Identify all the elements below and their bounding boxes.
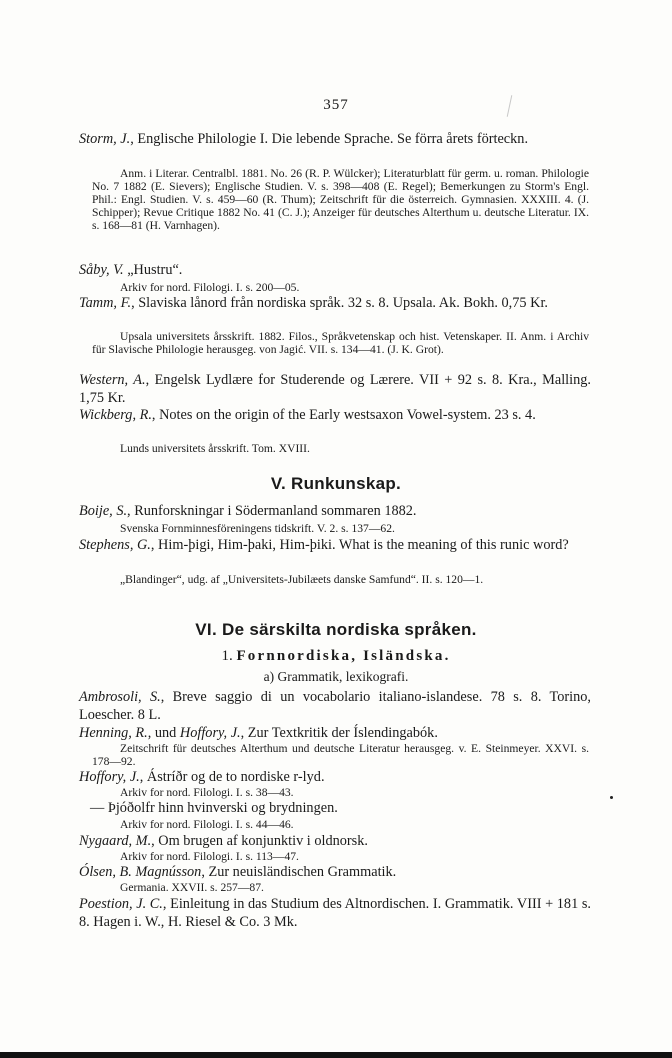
page-number: 357	[323, 97, 349, 113]
ink-speck	[610, 796, 613, 799]
note-hoffory-1: Arkiv for nord. Filologi. I. s. 38—43.	[120, 786, 294, 799]
note-stephens: „Blandinger“, udg. af „Universitets-Jubilæets danske Samfund“. II. s. 120—1.	[120, 573, 484, 586]
section-heading-vi: VI. De särskilta nordiska språken.	[195, 620, 477, 639]
note-nygaard: Arkiv for nord. Filologi. I. s. 113—47.	[120, 850, 299, 863]
entry-storm: Storm, J., Englische Philologie I. Die lebende Sprache. Se förra årets förteckn.	[79, 131, 529, 147]
entry-ambrosoli: Ambrosoli, S., Breve saggio di un vocabolario italiano-islandese. 78 s. 8. Torino, Loescher. 8 L.	[79, 689, 592, 723]
entry-poestion: Poestion, J. C., Einleitung in das Studium des Altnordischen. I. Grammatik. VIII + 181 s. 8. Hagen i. W., H. Riesel & Co. 3 Mk.	[79, 896, 591, 930]
note-tamm: Upsala universitets årsskrift. 1882. Filos., Språkvetenskap och hist. Vetenskaper. II. Anm. i Archiv für Slavische Philologie herausgeg. von Jagić. VII. s. 134—41. (J. K. Grot).	[92, 330, 589, 356]
entry-western: Western, A., Engelsk Lydlære for Studerende og Lærere. VII + 92 s. 8. Kra., Malling. 1,75 Kr.	[79, 372, 592, 406]
entry-nygaard: Nygaard, M., Om brugen af konjunktiv i oldnorsk.	[79, 833, 368, 849]
note-hoffory-2: Arkiv for nord. Filologi. I. s. 44—46.	[120, 818, 294, 831]
author: Storm, J.	[79, 131, 131, 147]
entry-tamm: Tamm, F., Slaviska lånord från nordiska språk. 32 s. 8. Upsala. Ak. Bokh. 0,75 Kr.	[79, 295, 549, 311]
entry-henning: Henning, R., und Hoffory, J., Zur Textkritik der Íslendingabók.	[79, 725, 438, 741]
page-edge-shadow	[0, 1052, 672, 1058]
subsection-heading-a: a) Grammatik, lexikografi.	[263, 669, 409, 684]
note-saby: Arkiv for nord. Filologi. I. s. 200—05.	[120, 281, 300, 294]
entry-saby: Såby, V. „Hustru“.	[79, 262, 183, 278]
section-heading-v: V. Runkunskap.	[270, 474, 402, 493]
entry-olsen: Ólsen, B. Magnússon, Zur neuisländischen Grammatik.	[79, 864, 397, 880]
subsection-heading-1: 1. Fornnordiska, Isländska.	[221, 648, 451, 664]
note-olsen: Germania. XXVII. s. 257—87.	[120, 881, 264, 894]
note-henning: Zeitschrift für deutsches Alterthum und deutsche Literatur herausgeg. v. E. Steinmeyer. XXVI. s. 178—92.	[92, 742, 589, 768]
entry-hoffory-1: Hoffory, J., Ástríðr og de to nordiske r-lyd.	[79, 769, 325, 785]
note-storm: Anm. i Literar. Centralbl. 1881. No. 26 (R. P. Wülcker); Literaturblatt für germ. u. roman. Philologie No. 7 1882 (E. Sievers); Englische Studien. V. s. 398—408 (E. Regel); Bemerkungen zu Storm's Engl. Phil.: Engl. Studien. V. s. 459—60 (R. Thum); Zeitschrift für die österreich. Gymnasien. XXXIII. 4. (J. Schipper); Revue Critique 1882 No. 41 (C. J.); Anzeiger für deutsches Alterthum u. deutsche Literatur. IX. s. 168—81 (H. Varnhagen).	[92, 167, 589, 232]
note-wickberg: Lunds universitets årsskrift. Tom. XVIII.	[120, 442, 310, 455]
entry-boije: Boije, S., Runforskningar i Södermanland sommaren 1882.	[79, 503, 417, 519]
note-boije: Svenska Fornminnesföreningens tidskrift. V. 2. s. 137—62.	[120, 522, 395, 535]
entry-hoffory-2: — Þjóðolfr hinn hvinverski og brydningen.	[90, 800, 338, 816]
entry-wickberg: Wickberg, R., Notes on the origin of the Early westsaxon Vowel-system. 23 s. 4.	[79, 407, 536, 423]
entry-stephens: Stephens, G., Him-þigi, Him-þaki, Him-þiki. What is the meaning of this runic word?	[79, 537, 569, 553]
